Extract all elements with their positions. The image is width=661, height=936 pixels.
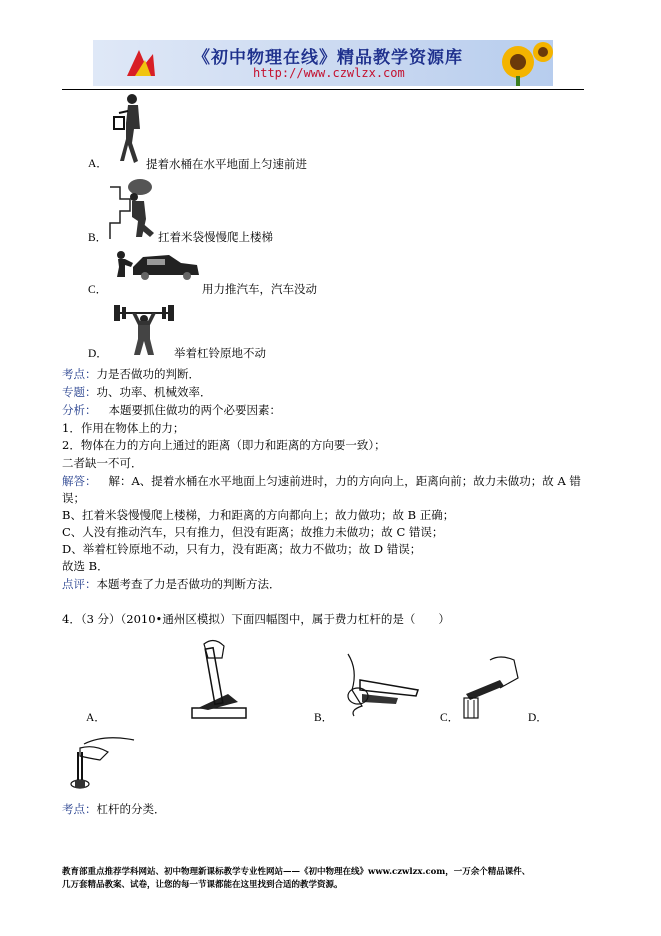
header-title: 《初中物理在线》精品教学资源库 [193,48,463,68]
q3-jieda-line-5: D、举着杠铃原地不动，只有力，没有距离；故力不做功；故 D 错误； [62,542,422,556]
q3-option-b-letter: B． [88,232,108,244]
q3-option-b-text: 扛着米袋慢慢爬上楼梯 [158,230,273,244]
pliers-image [338,650,422,718]
q3-jieda-line-3: B、扛着米袋慢慢爬上楼梯，力和距离的方向都向上；故力做功；故 B 正确； [62,508,455,522]
q3-kaodian [62,367,200,382]
site-logo [123,46,159,80]
zhuanti-label: 专题： [62,385,97,399]
kaodian-label: 考点： [62,367,97,381]
q3-option-a-text: 提着水桶在水平地面上匀速前进 [146,157,307,171]
q4-kaodian [62,802,166,817]
kaodian-text: 力是否做功的判断． [96,367,200,381]
q3-option-c-letter: C． [88,284,108,296]
q3-zhuanti [62,385,212,400]
footer-line-2: 几万套精品教案、试卷，让您的每一节课都能在这里找到合适的教学资源。 [62,880,343,890]
sunflower-image [488,40,553,86]
dianping-label: 点评： [62,577,97,591]
header-banner [93,40,553,86]
bucket-carrier-image [110,93,150,165]
q3-dianping [62,577,281,592]
q3-jieda-line-2: 误； [62,491,85,505]
sack-stairs-image [110,177,158,241]
header-url[interactable]: http://www.czwlzx.com [253,66,405,80]
chisel-image [188,638,248,720]
fenxi-label: 分析： [62,403,97,417]
q3-jieda-line-6: 故选 B． [62,559,109,573]
q3-jieda-line-1 [62,474,581,489]
dianping-text: 本题考查了力是否做功的判断方法． [96,577,281,591]
zhuanti-text: 功、功率、机械效率． [96,385,212,399]
q3-jieda-line-4: C、人没有推动汽车，只有推力，但没有距离；故推力未做功；故 C 错误； [62,525,444,539]
q3-option-a-letter: A． [88,158,108,170]
tweezers-image [64,730,136,792]
q3-option-d-text: 举着杠铃原地不动 [174,346,266,360]
q4-kaodian-label: 考点： [62,802,97,816]
q4-option-c-letter: C． [440,712,460,724]
push-car-image [113,249,201,281]
q3-point-3: 二者缺一不可． [62,456,143,470]
jieda-line1-text: 解：A、提着水桶在水平地面上匀速前进时，力的方向向上，距离向前；故力未做功；故 A 错 [108,474,581,488]
jieda-label: 解答： [62,474,97,488]
q4-stem: 4．（3 分）（2010•通州区模拟）下面四幅图中，属于费力杠杆的是（ ） [62,612,450,626]
q3-option-d-letter: D． [88,348,108,360]
q4-option-a-letter: A． [86,712,106,724]
q3-option-c-text: 用力推汽车，汽车没动 [202,282,317,296]
q3-point-1: 1．作用在物体上的力； [62,421,185,435]
weightlifter-image [112,299,176,357]
bottle-opener-image [460,654,522,720]
q4-option-b-letter: B． [314,712,334,724]
footer-line-1: 教育部重点推荐学科网站、初中物理新课标教学专业性网站——《初中物理在线》www.czwlzx.com，一万余个精品课件、 [62,867,531,877]
fenxi-text: 本题要抓住做功的两个必要因素： [108,403,281,417]
q3-fenxi [62,403,281,418]
q3-point-2: 2．物体在力的方向上通过的距离（即力和距离的方向要一致）； [62,438,386,452]
q4-kaodian-text: 杠杆的分类． [96,802,166,816]
q4-option-d-letter: D． [528,712,548,724]
header-rule [62,89,584,90]
